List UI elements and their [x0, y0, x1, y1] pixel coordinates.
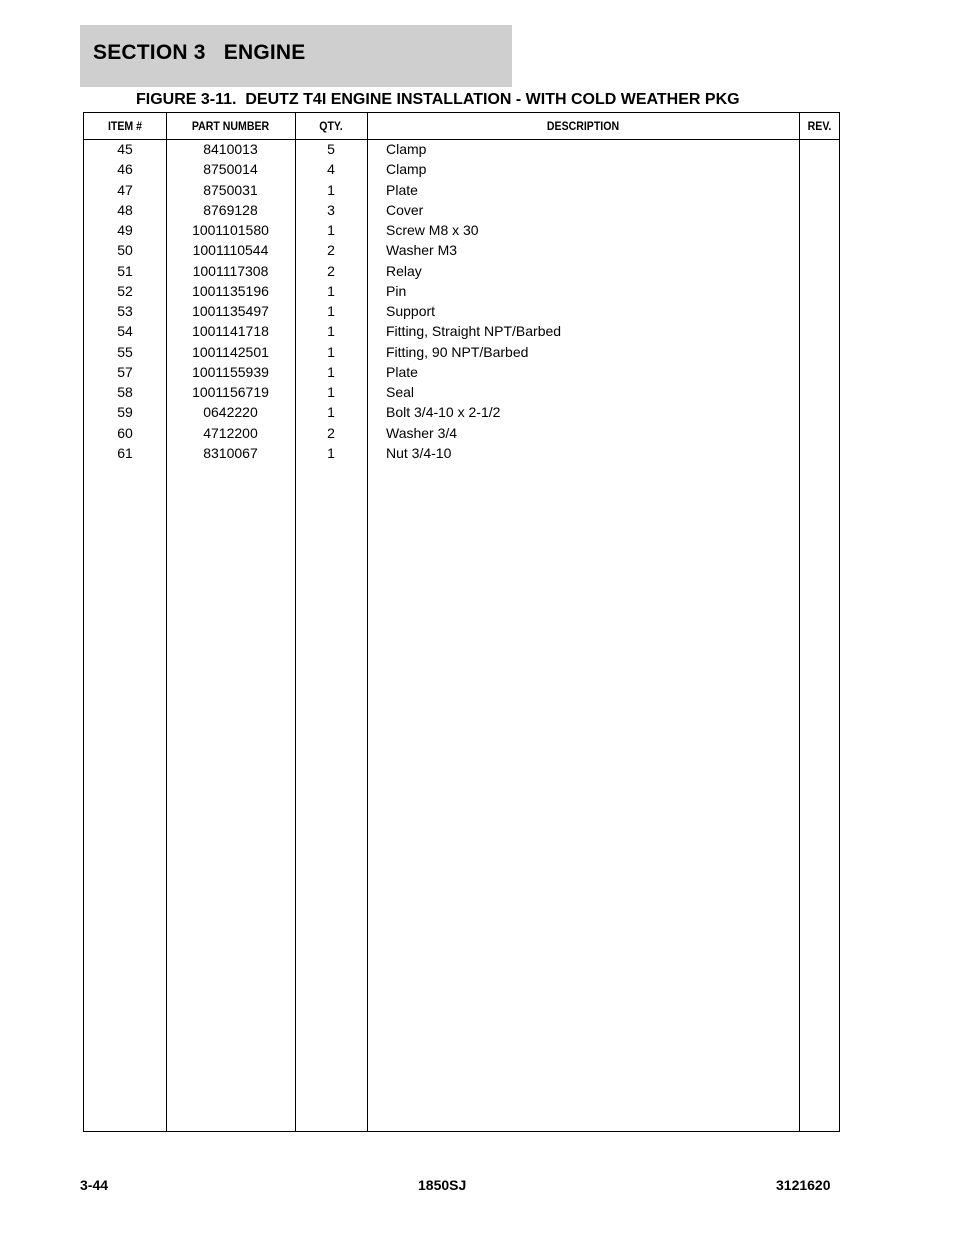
quantity-cell: 1: [327, 404, 335, 421]
quantity-cell: 1: [327, 363, 335, 380]
part-number-cell: 8410013: [203, 141, 258, 157]
quantity-cell: 2: [327, 242, 335, 259]
description-cell: Bolt 3/4-10 x 2-1/2: [386, 404, 501, 421]
description-cell: Nut 3/4-10: [386, 444, 452, 461]
item-number-cell: 54: [117, 323, 133, 340]
header-item: ITEM #: [107, 119, 143, 133]
section-header: [80, 25, 512, 87]
quantity-cell: 1: [327, 222, 335, 238]
description-cell: Seal: [386, 384, 415, 400]
description-cell: Washer M3: [386, 242, 458, 259]
quantity-cell: 2: [327, 424, 335, 441]
table-row: [84, 322, 839, 342]
revision-cell: [799, 403, 840, 423]
description-cell: Clamp: [386, 161, 427, 178]
revision-cell: [799, 181, 840, 201]
document-number: 3121620: [776, 1177, 831, 1193]
table-row: [84, 160, 839, 180]
header-part-number: PART NUMBER: [191, 119, 270, 133]
header-description: DESCRIPTION: [546, 119, 620, 133]
table-row: [84, 241, 839, 261]
item-number-cell: 55: [117, 343, 133, 360]
quantity-cell: 5: [327, 141, 335, 157]
item-number-cell: 50: [117, 242, 133, 259]
quantity-cell: 1: [327, 343, 335, 360]
item-number-cell: 61: [117, 444, 133, 461]
table-row: [84, 140, 839, 160]
quantity-cell: 1: [327, 181, 335, 198]
table-row: [84, 282, 839, 302]
item-number-cell: 48: [117, 201, 133, 218]
part-number-cell: 1001155939: [192, 363, 269, 380]
revision-cell: [799, 302, 840, 322]
table-row: [84, 403, 839, 423]
description-cell: Plate: [386, 363, 418, 380]
item-number-cell: 45: [117, 141, 133, 157]
table-row: [84, 201, 839, 221]
part-number-cell: 4712200: [203, 424, 258, 441]
part-number-cell: 1001141718: [192, 323, 269, 340]
revision-cell: [799, 343, 840, 363]
description-cell: Plate: [386, 181, 418, 198]
quantity-cell: 1: [327, 384, 335, 400]
quantity-cell: 1: [327, 303, 335, 319]
description-cell: Relay: [386, 262, 422, 279]
part-number-cell: 8750031: [203, 181, 258, 198]
revision-cell: [799, 424, 840, 444]
revision-cell: [799, 140, 840, 160]
quantity-cell: 1: [327, 323, 335, 340]
description-cell: Washer 3/4: [386, 424, 458, 441]
revision-cell: [799, 160, 840, 180]
item-number-cell: 59: [117, 404, 133, 421]
revision-cell: [799, 322, 840, 342]
revision-cell: [799, 241, 840, 261]
item-number-cell: 53: [117, 303, 133, 319]
revision-cell: [799, 444, 840, 464]
table-row: [84, 221, 839, 241]
part-number-cell: 1001110544: [192, 242, 269, 259]
part-number-cell: 1001135497: [192, 303, 269, 319]
page-number: 3-44: [80, 1177, 109, 1193]
revision-cell: [799, 363, 840, 383]
quantity-cell: 1: [327, 444, 335, 461]
description-cell: Clamp: [386, 141, 427, 157]
item-number-cell: 46: [117, 161, 133, 178]
quantity-cell: 1: [327, 282, 335, 299]
revision-cell: [799, 383, 840, 403]
quantity-cell: 3: [327, 201, 335, 218]
header-qty: QTY.: [319, 119, 343, 133]
description-cell: Pin: [386, 282, 407, 299]
table-row: [84, 424, 839, 444]
item-number-cell: 52: [117, 282, 133, 299]
table-row: [84, 444, 839, 464]
table-row: [84, 343, 839, 363]
model-name: 1850SJ: [418, 1177, 467, 1193]
revision-cell: [799, 262, 840, 282]
description-cell: Fitting, 90 NPT/Barbed: [386, 343, 529, 360]
item-number-cell: 60: [117, 424, 133, 441]
table-body: [84, 140, 839, 464]
part-number-cell: 0642220: [203, 404, 258, 421]
description-cell: Screw M8 x 30: [386, 222, 479, 238]
revision-cell: [799, 282, 840, 302]
part-number-cell: 8310067: [203, 444, 258, 461]
item-number-cell: 58: [117, 384, 133, 400]
part-number-cell: 1001101580: [192, 222, 269, 238]
table-row: [84, 383, 839, 403]
part-number-cell: 8769128: [203, 201, 258, 218]
quantity-cell: 4: [327, 161, 335, 178]
item-number-cell: 51: [117, 262, 133, 279]
item-number-cell: 49: [117, 222, 133, 238]
item-number-cell: 57: [117, 363, 133, 380]
table-row: [84, 262, 839, 282]
part-number-cell: 1001142501: [192, 343, 269, 360]
revision-cell: [799, 201, 840, 221]
table-row: [84, 302, 839, 322]
revision-cell: [799, 221, 840, 241]
item-number-cell: 47: [117, 181, 133, 198]
description-cell: Fitting, Straight NPT/Barbed: [386, 323, 562, 340]
section-title: SECTION 3 ENGINE: [93, 41, 306, 64]
figure-title: FIGURE 3-11. DEUTZ T4I ENGINE INSTALLATION - WITH COLD WEATHER PKG: [136, 91, 740, 108]
table-row: [84, 363, 839, 383]
part-number-cell: 8750014: [203, 161, 258, 178]
description-cell: Cover: [386, 201, 424, 218]
part-number-cell: 1001135196: [192, 282, 269, 299]
header-rev: REV.: [807, 119, 832, 133]
part-number-cell: 1001117308: [192, 262, 269, 279]
quantity-cell: 2: [327, 262, 335, 279]
part-number-cell: 1001156719: [192, 384, 269, 400]
table-row: [84, 181, 839, 201]
parts-table: [83, 112, 840, 1132]
description-cell: Support: [386, 303, 436, 319]
